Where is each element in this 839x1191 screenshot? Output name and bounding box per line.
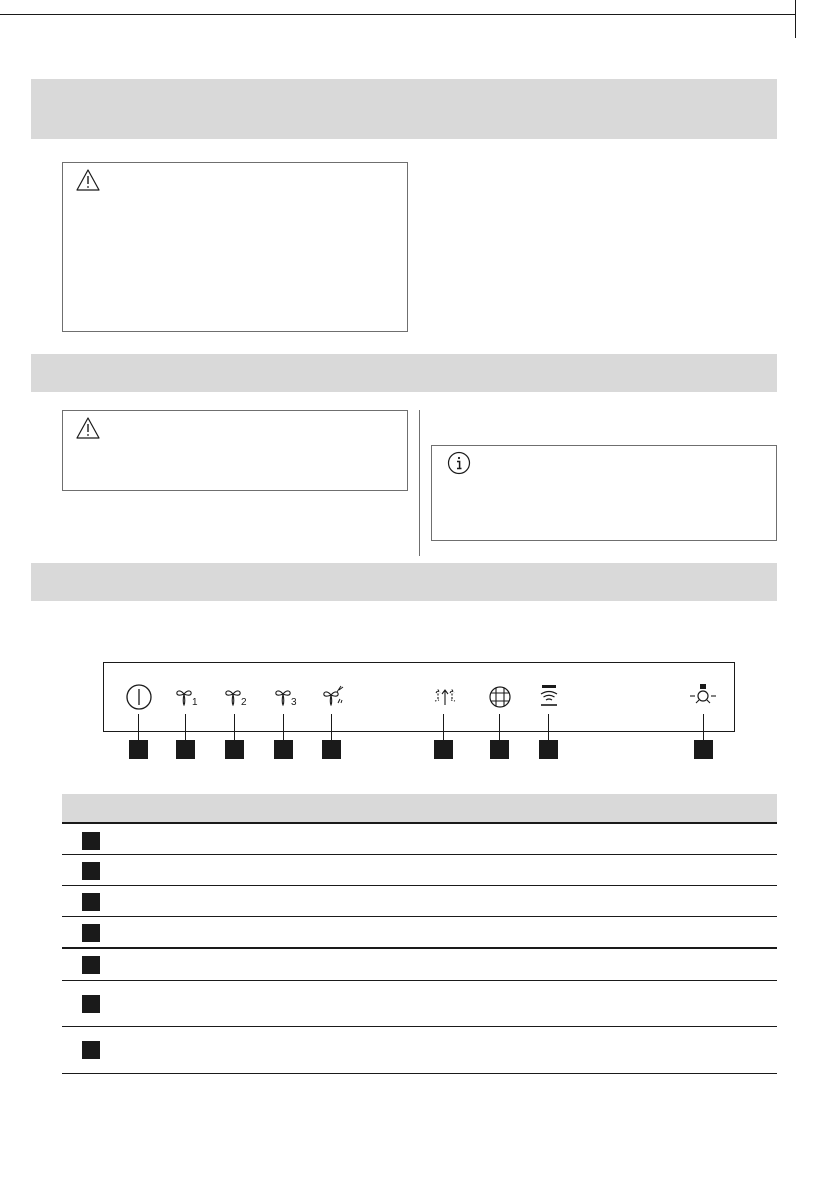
fan-speed-2-icon[interactable] <box>222 683 252 711</box>
crop-mark-vertical <box>795 0 796 38</box>
fan-boost-icon[interactable] <box>320 683 350 711</box>
row-marker <box>82 956 100 974</box>
callout-line <box>283 714 284 741</box>
column-divider <box>419 410 420 556</box>
callout-marker <box>490 740 509 759</box>
row-marker <box>82 1041 100 1059</box>
callout-line <box>234 714 235 741</box>
light-icon[interactable] <box>688 683 718 711</box>
table-row <box>62 917 777 949</box>
callout-line <box>499 714 500 741</box>
row-marker <box>82 995 100 1013</box>
warning-box <box>62 410 408 491</box>
svg-text:2: 2 <box>241 697 247 708</box>
info-box <box>431 445 777 541</box>
svg-text:3: 3 <box>291 697 297 708</box>
callout-marker <box>539 740 558 759</box>
table-row <box>62 886 777 917</box>
breeze-icon[interactable] <box>430 683 460 711</box>
callout-line <box>185 714 186 741</box>
table-row <box>62 981 777 1027</box>
table-row <box>62 949 777 981</box>
callout-marker <box>274 740 293 759</box>
row-marker <box>82 862 100 880</box>
callout-line <box>548 714 549 741</box>
table-row <box>62 855 777 886</box>
hob2hood-icon[interactable] <box>534 683 564 711</box>
crop-mark-horizontal <box>0 14 796 15</box>
svg-text:1: 1 <box>192 697 198 708</box>
callout-marker <box>129 740 148 759</box>
table-row <box>62 1027 777 1074</box>
power-icon[interactable] <box>124 683 154 711</box>
warning-box <box>62 162 408 332</box>
callout-marker <box>176 740 195 759</box>
section-header-3 <box>31 563 777 601</box>
grease-filter-icon[interactable] <box>485 683 515 711</box>
callout-line <box>443 714 444 741</box>
section-header-1 <box>31 79 777 139</box>
row-marker <box>82 924 100 942</box>
callout-marker <box>694 740 713 759</box>
table-header <box>62 794 777 824</box>
table-row <box>62 824 777 855</box>
fan-speed-1-icon[interactable] <box>173 683 203 711</box>
warning-triangle-icon <box>75 416 101 440</box>
info-circle-icon <box>447 451 471 475</box>
callout-line <box>138 714 139 741</box>
callout-line <box>331 714 332 741</box>
callout-marker <box>322 740 341 759</box>
callout-line <box>703 714 704 741</box>
fan-speed-3-icon[interactable] <box>272 683 302 711</box>
callout-marker <box>225 740 244 759</box>
row-marker <box>82 832 100 850</box>
warning-triangle-icon <box>75 168 101 192</box>
callout-marker <box>434 740 453 759</box>
row-marker <box>82 893 100 911</box>
section-header-2 <box>31 354 777 392</box>
function-table <box>62 794 777 1074</box>
